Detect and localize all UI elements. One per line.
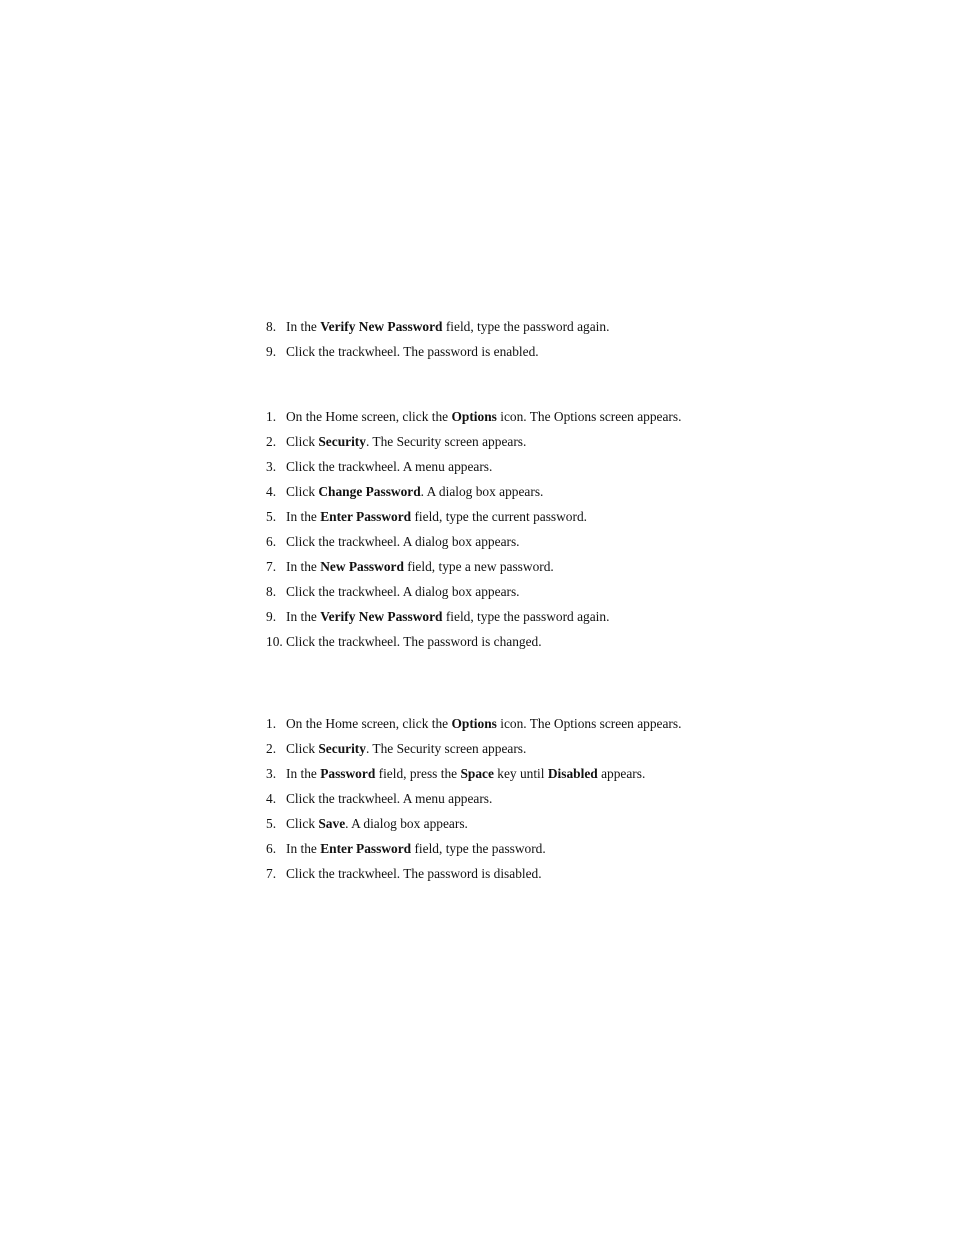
step-number: 2. [266,434,277,449]
list-item [266,318,696,335]
list-item [266,508,696,525]
step-number: 10. [266,634,283,649]
step-number: 3. [266,459,277,474]
list-item [266,558,696,575]
list-item [266,583,696,600]
step-text: Click Save. A dialog box appears. [286,816,468,831]
step-text: In the Verify New Password field, type the password again. [286,319,610,334]
list-item [266,865,696,882]
step-text: Click the trackwheel. The password is disabled. [286,866,542,881]
step-text: In the New Password field, type a new password. [286,559,554,574]
step-number: 2. [266,741,277,756]
step-number: 7. [266,559,277,574]
list-item [266,633,696,650]
step-text: Click the trackwheel. A dialog box appears. [286,534,520,549]
step-text: Click Security. The Security screen appears. [286,434,527,449]
list-item [266,343,696,360]
step-number: 4. [266,791,277,806]
list-item [266,715,696,732]
list-item [266,840,696,857]
step-text: Click Security. The Security screen appears. [286,741,527,756]
step-number: 8. [266,319,277,334]
list-item [266,815,696,832]
list-item [266,765,696,782]
enable-password-steps-list [266,318,696,368]
step-text: Click the trackwheel. A dialog box appears. [286,584,520,599]
step-text: On the Home screen, click the Options icon. The Options screen appears. [286,409,682,424]
step-number: 5. [266,816,277,831]
step-number: 4. [266,484,277,499]
list-item [266,458,696,475]
step-number: 6. [266,534,277,549]
step-text: On the Home screen, click the Options icon. The Options screen appears. [286,716,682,731]
step-text: Click the trackwheel. A menu appears. [286,459,493,474]
step-number: 7. [266,866,277,881]
step-number: 8. [266,584,277,599]
step-text: In the Enter Password field, type the current password. [286,509,587,524]
step-text: Click the trackwheel. The password is enabled. [286,344,539,359]
step-text: Click the trackwheel. A menu appears. [286,791,493,806]
step-number: 3. [266,766,277,781]
step-number: 5. [266,509,277,524]
disable-password-steps-list [266,715,696,890]
step-text: Click Change Password. A dialog box appears. [286,484,544,499]
list-item [266,483,696,500]
step-text: Click the trackwheel. The password is changed. [286,634,542,649]
list-item [266,533,696,550]
change-password-steps-list [266,408,696,658]
step-text: In the Password field, press the Space key until Disabled appears. [286,766,646,781]
list-item [266,433,696,450]
step-text: In the Enter Password field, type the password. [286,841,546,856]
step-number: 1. [266,716,277,731]
step-number: 9. [266,344,277,359]
list-item [266,740,696,757]
step-number: 1. [266,409,277,424]
list-item [266,790,696,807]
step-text: In the Verify New Password field, type the password again. [286,609,610,624]
list-item [266,608,696,625]
step-number: 9. [266,609,277,624]
step-number: 6. [266,841,277,856]
list-item [266,408,696,425]
